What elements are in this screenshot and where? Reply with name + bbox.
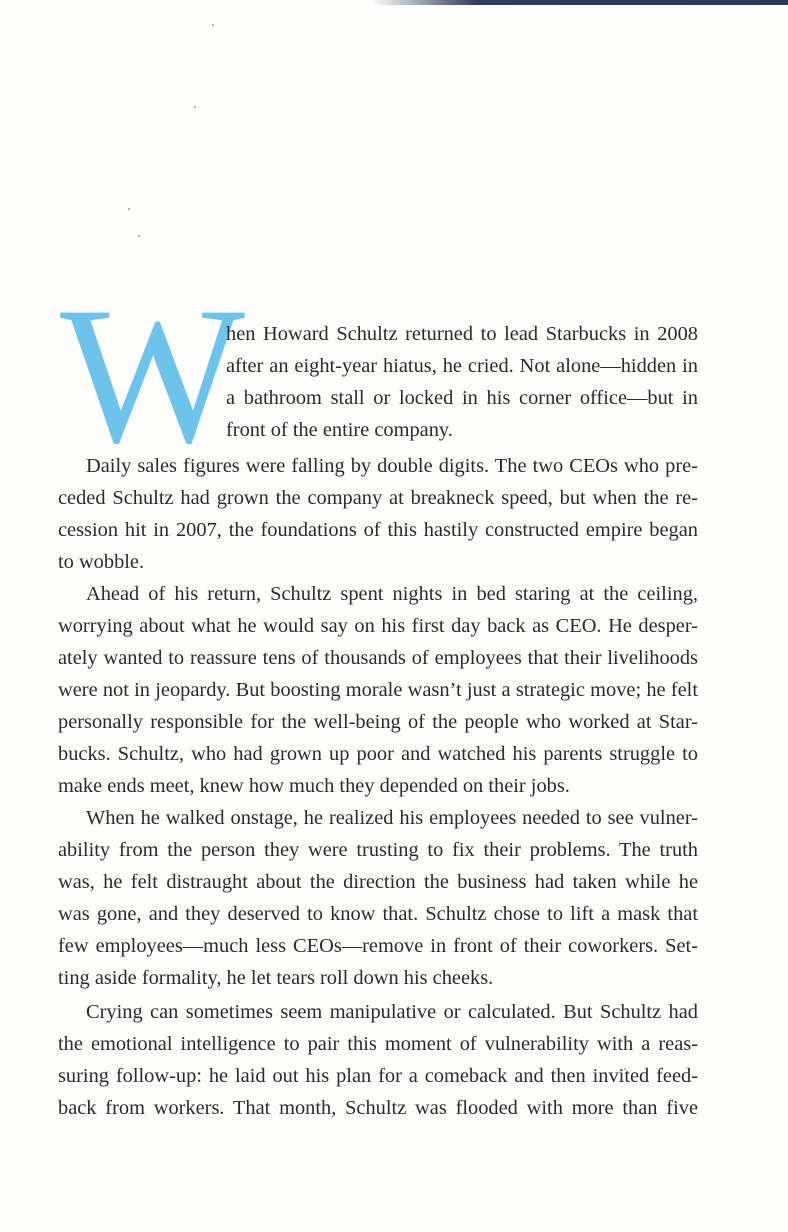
- drop-cap: W: [60, 267, 241, 484]
- scan-speck: [194, 106, 196, 108]
- text-line: When he walked onstage, he realized his employees needed to see vulner-: [86, 807, 698, 829]
- scan-speck: [138, 235, 140, 237]
- text-line: worrying about what he would say on his first day back as CEO. He desper-: [58, 615, 698, 637]
- text-line: make ends meet, knew how much they depended on their jobs.: [58, 775, 570, 797]
- text-line: ceded Schultz had grown the company at breakneck speed, but when the re-: [58, 487, 698, 509]
- text-line: was gone, and they deserved to know that. Schultz chose to lift a mask that: [58, 903, 698, 925]
- top-edge-rule: [372, 0, 788, 5]
- text-line: ting aside formality, he let tears roll down his cheeks.: [58, 967, 494, 989]
- text-line: back from workers. That month, Schultz was flooded with more than five: [58, 1097, 698, 1119]
- text-line: to wobble.: [58, 551, 145, 573]
- text-line: the emotional intelligence to pair this moment of vulnerability with a reas-: [58, 1033, 698, 1055]
- text-line: a bathroom stall or locked in his corner office—but in: [226, 387, 698, 409]
- text-line: cession hit in 2007, the foundations of this hastily constructed empire began: [58, 519, 698, 541]
- text-line: personally responsible for the well-being of the people who worked at Star-: [58, 711, 698, 733]
- text-line: Daily sales figures were falling by double digits. The two CEOs who pre-: [86, 455, 698, 477]
- text-line: ability from the person they were trusting to fix their problems. The truth: [58, 839, 698, 861]
- text-line: few employees—much less CEOs—remove in front of their coworkers. Set-: [58, 935, 698, 957]
- text-line: front of the entire company.: [226, 419, 453, 441]
- scan-speck: [128, 208, 130, 210]
- scan-speck: [212, 24, 214, 26]
- text-line: ately wanted to reassure tens of thousands of employees that their livelihoods: [58, 647, 698, 669]
- text-line: after an eight-year hiatus, he cried. Not alone—hidden in: [226, 355, 698, 377]
- text-line: was, he felt distraught about the direction the business had taken while he: [58, 871, 698, 893]
- text-line: Ahead of his return, Schultz spent nights in bed staring at the ceiling,: [86, 583, 698, 605]
- text-line: suring follow-up: he laid out his plan for a comeback and then invited feed-: [58, 1065, 698, 1087]
- text-line: bucks. Schultz, who had grown up poor and watched his parents struggle to: [58, 743, 698, 765]
- text-line: hen Howard Schultz returned to lead Starbucks in 2008: [226, 323, 698, 345]
- text-line: were not in jeopardy. But boosting morale wasn’t just a strategic move; he felt: [58, 679, 698, 701]
- text-line: Crying can sometimes seem manipulative or calculated. But Schultz had: [86, 1001, 698, 1023]
